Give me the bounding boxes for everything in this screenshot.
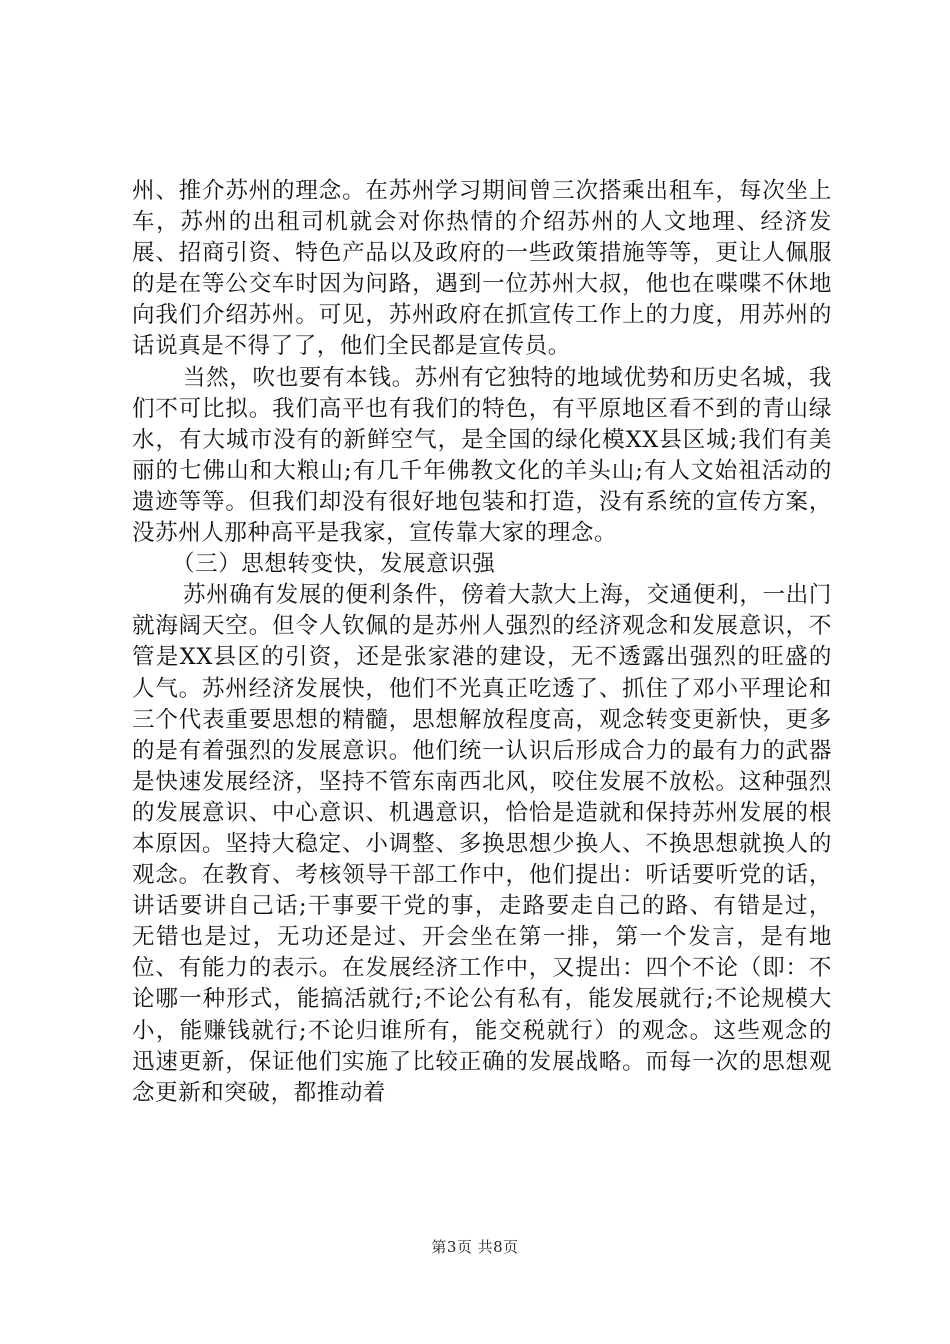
paragraph-development-awareness: 苏州确有发展的便利条件，傍着大款大上海，交通便利，一出门就海阔天空。但令人钦佩的是苏州人强烈的经济观念和发展意识，不管是XX县区的引资，还是张家港的建设，无不透露出强烈的旺盛的人气。苏州经济发展快，他们不光真正吃透了、抓住了邓小平理论和三个代表重要思想的精髓，思想解放程度高，观念转变更新快，更多的是有着强烈的发展意识。他们统一认识后形成合力的最有力的武器是快速发展经济，坚持不管东南西北风，咬住发展不放松。这种强烈的发展意识、中心意识、机遇意识，恰恰是造就和保持苏州发展的根本原因。坚持大稳定、小调整、多换思想少换人、不换思想就换人的观念。在教育、考核领导干部工作中，他们提出：听话要听党的话，讲话要讲自己话;干事要干党的事，走路要走自己的路、有错是过，无错也是过，无功还是过、开会坐在第一排，第一个发言，是有地位、有能力的表示。在发展经济工作中，又提出：四个不论（即：不论哪一种形式，能搞活就行;不论公有私有，能发展就行;不论规模大小，能赚钱就行;不论归谁所有，能交税就行）的观念。这些观念的迅速更新，保证他们实施了比较正确的发展战略。而每一次的思想观念更新和突破，都推动着 [132, 582, 832, 1106]
body-text [132, 176, 832, 1109]
paragraph-continuation: 州、推介苏州的理念。在苏州学习期间曾三次搭乘出租车，每次坐上车，苏州的出租司机就会对你热情的介绍苏州的人文地理、经济发展、招商引资、特色产品以及政府的一些政策措施等等，更让人佩服的是在等公交车时因为问路，遇到一位苏州大叔，他也在喋喋不休地向我们介绍苏州。可见，苏州政府在抓宣传工作上的力度，用苏州的话说真是不得了了，他们全民都是宣传员。 [132, 178, 832, 360]
paragraph-promotion-basis: 当然，吹也要有本钱。苏州有它独特的地域优势和历史名城，我们不可比拟。我们高平也有我们的特色，有平原地区看不到的青山绿水，有大城市没有的新鲜空气，是全国的绿化模XX县区城;我们有美丽的七佛山和大粮山;有几千年佛教文化的羊头山;有人文始祖活动的遗迹等等。但我们却没有很好地包装和打造，没有系统的宣传方案，没苏州人那种高平是我家，宣传靠大家的理念。 [132, 364, 832, 547]
section-heading: （三）思想转变快，发展意识强 [172, 551, 496, 578]
page-footer: 第3页 共8页 [431, 1238, 519, 1256]
